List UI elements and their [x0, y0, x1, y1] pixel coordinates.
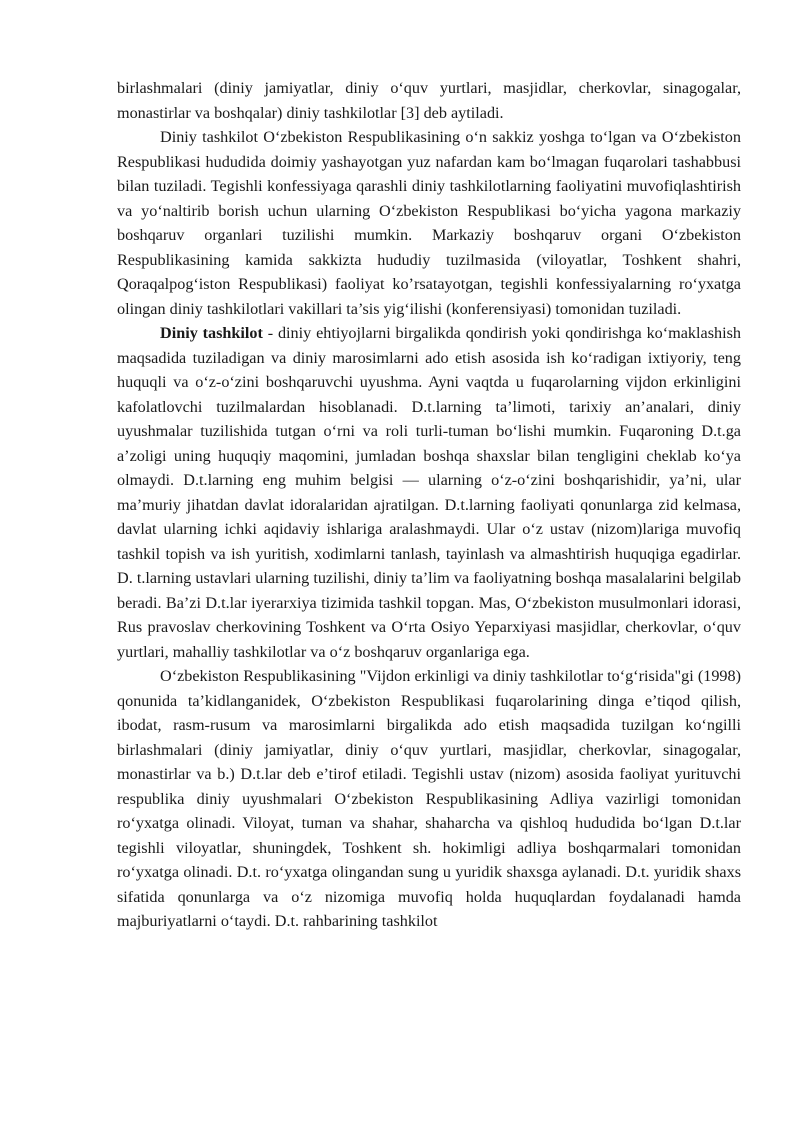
document-page [117, 76, 741, 934]
paragraph-text: O‘zbekiston Respublikasining "Vijdon erkinligi va diniy tashkilotlar to‘g‘risida"gi (1998) qonunida ta’kidlanganidek, O‘zbekiston Respublikasi fuqarolarining dinga e’tiqod qilish, ibodat, rasm-rusum va marosimlarni birgalikda ado etish maqsadida tuzilgan ko‘ngilli birlashmalari (diniy jamiyatlar, diniy o‘quv yurtlari, masjidlar, cherkovlar, sinagogalar, monastirlar va b.) D.t.lar deb e’tirof etiladi. Tegishli ustav (nizom) asosida faoliyat yurituvchi respublika diniy uyushmalari O‘zbekiston Respublikasining Adliya vazirligi tomonidan ro‘yxatga olinadi. Viloyat, tuman va shahar, shaharcha va qishloq hududida bo‘lgan D.t.lar tegishli viloyatlar, shuningdek, Toshkent sh. hokimligi adliya boshqarmalari tomonidan ro‘yxatga olinadi. D.t. ro‘yxatga olingandan sung u yuridik shaxsga aylanadi. D.t. yuridik shaxs sifatida qonunlarga va o‘z nizomiga muvofiq holda huquqlardan foydalanadi hamda majburiyatlarni o‘taydi. D.t. rahbarining tashkilot [117, 667, 741, 930]
paragraph-text: - diniy ehtiyojlarni birgalikda qondirish yoki qondirishga ko‘maklashish maqsadida tuziladigan va diniy marosimlarni ado etish asosida ish ko‘radigan ixtiyoriy, teng huquqli va o‘z-o‘zini boshqaruvchi uyushma. Ayni vaqtda u fuqarolarning vijdon erkinligini kafolatlovchi tuzilmalardan hisoblanadi. D.t.larning ta’limoti, tarixiy an’analari, diniy uyushmalar tuzilishida tutgan o‘rni va roli turli-tuman bo‘lishi mumkin. Fuqaroning D.t.ga a’zoligi uning huquqiy maqomini, jumladan boshqa shaxslar bilan tengligini cheklab ko‘ya olmaydi. D.t.larning eng muhim belgisi — ularning o‘z-o‘zini boshqarishidir, ya’ni, ular ma’muriy jihatdan davlat idoralaridan ajratilgan. D.t.larning faoliyati qonunlarga zid kelmasa, davlat ularning ichki aqidaviy ishlariga aralashmaydi. Ular o‘z ustav (nizom)lariga muvofiq tashkil topish va ish yuritish, xodimlarni tanlash, tayinlash va almashtirish huquqiga egadirlar. D. t.larning ustavlari ularning tuzilishi, diniy ta’lim va faoliyatning boshqa masalalarini belgilab beradi. Ba’zi D.t.lar iyerarxiya tizimida tashkil topgan. Mas, O‘zbekiston musulmonlari idorasi, Rus pravoslav cherkovining Toshkent va O‘rta Osiyo Yeparxiyasi masjidlar, cherkovlar, o‘quv yurtlari, mahalliy tashkilotlar va o‘z boshqaruv organlariga ega. [117, 324, 741, 661]
paragraph-founding [117, 125, 741, 321]
paragraph-continuation [117, 76, 741, 125]
defined-term: Diniy tashkilot [160, 324, 263, 342]
paragraph-text: Diniy tashkilot O‘zbekiston Respublikasining o‘n sakkiz yoshga to‘lgan va O‘zbekiston Respublikasi hududida doimiy yashayotgan yuz nafardan kam bo‘lmagan fuqarolari tashabbusi bilan tuziladi. Tegishli konfessiyaga qarashli diniy tashkilotlarning faoliyatini muvofiqlashtirish va yo‘naltirib borish uchun ularning O‘zbekiston Respublikasi bo‘yicha yagona markaziy boshqaruv organlari tuzilishi mumkin. Markaziy boshqaruv organi O‘zbekiston Respublikasining kamida sakkizta hududiy tuzilmasida (viloyatlar, Toshkent shahri, Qoraqalpog‘iston Respublikasi) faoliyat ko’rsatayotgan, tegishli konfessiyalarning ro‘yxatga olingan diniy tashkilotlari vakillari ta’sis yig‘ilishi (konferensiyasi) tomonidan tuziladi. [117, 128, 741, 318]
paragraph-text: birlashmalari (diniy jamiyatlar, diniy o‘quv yurtlari, masjidlar, cherkovlar, sinagogalar, monastirlar va boshqalar) diniy tashkilotlar [3] deb aytiladi. [117, 79, 741, 122]
paragraph-definition [117, 321, 741, 664]
paragraph-law [117, 664, 741, 934]
